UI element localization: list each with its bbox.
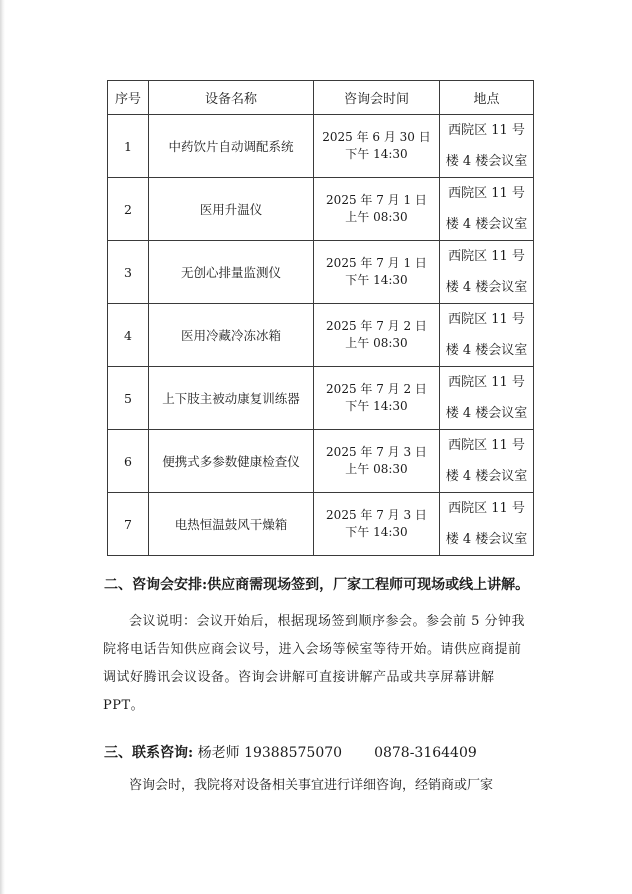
contact-phone: 0878-3164409 bbox=[374, 745, 477, 761]
row-date: 2025 年 7 月 3 日 bbox=[326, 445, 427, 459]
row-no: 2 bbox=[108, 178, 149, 241]
row-time bbox=[314, 493, 440, 556]
row-time bbox=[314, 241, 440, 304]
row-no: 4 bbox=[108, 304, 149, 367]
row-location-line2: 楼 4 楼会议室 bbox=[445, 469, 528, 484]
row-no: 7 bbox=[108, 493, 149, 556]
row-time bbox=[314, 430, 440, 493]
row-location-line2: 楼 4 楼会议室 bbox=[445, 532, 528, 547]
row-no: 1 bbox=[108, 115, 149, 178]
row-location-line1: 西院区 11 号 bbox=[448, 438, 525, 453]
row-location bbox=[440, 493, 534, 556]
section-3-contact bbox=[104, 742, 534, 762]
row-location bbox=[440, 367, 534, 430]
row-location bbox=[440, 304, 534, 367]
row-location-line2: 楼 4 楼会议室 bbox=[445, 154, 528, 169]
row-location-line1: 西院区 11 号 bbox=[448, 312, 525, 327]
row-date: 2025 年 7 月 2 日 bbox=[326, 382, 427, 396]
table-row bbox=[108, 430, 534, 493]
meeting-note-paragraph: 会议说明：会议开始后，根据现场签到顺序参会。参会前 5 分钟我院将电话告知供应商会议号，进入会场等候室等待开始。请供应商提前调试好腾讯会议设备。咨询会讲解可直接讲解产品或共享屏幕讲解 PPT。 bbox=[103, 614, 526, 713]
row-location-line2: 楼 4 楼会议室 bbox=[445, 343, 528, 358]
table-row bbox=[108, 178, 534, 241]
row-hour: 下午 14:30 bbox=[345, 273, 408, 287]
consultation-schedule-table bbox=[107, 80, 534, 556]
row-time bbox=[314, 178, 440, 241]
section-2-arrangement bbox=[104, 574, 534, 594]
table-row bbox=[108, 115, 534, 178]
contact-person: 杨老师 19388575070 bbox=[197, 745, 343, 761]
row-location-line2: 楼 4 楼会议室 bbox=[445, 280, 528, 295]
row-hour: 下午 14:30 bbox=[345, 399, 408, 413]
row-location-line1: 西院区 11 号 bbox=[448, 186, 525, 201]
table-row bbox=[108, 367, 534, 430]
table-row bbox=[108, 493, 534, 556]
row-location-line1: 西院区 11 号 bbox=[448, 249, 525, 264]
row-time bbox=[314, 304, 440, 367]
header-no: 序号 bbox=[108, 81, 149, 115]
page-edge-shadow bbox=[0, 0, 5, 894]
row-time bbox=[314, 367, 440, 430]
row-location bbox=[440, 430, 534, 493]
row-time bbox=[314, 115, 440, 178]
row-location bbox=[440, 115, 534, 178]
row-device-name: 无创心排量监测仪 bbox=[149, 241, 314, 304]
row-location bbox=[440, 241, 534, 304]
table-row bbox=[108, 304, 534, 367]
row-date: 2025 年 7 月 3 日 bbox=[326, 508, 427, 522]
row-device-name: 医用冷藏冷冻冰箱 bbox=[149, 304, 314, 367]
row-location-line1: 西院区 11 号 bbox=[448, 375, 525, 390]
row-device-name: 电热恒温鼓风干燥箱 bbox=[149, 493, 314, 556]
row-location-line1: 西院区 11 号 bbox=[448, 501, 525, 516]
row-location bbox=[440, 178, 534, 241]
row-device-name: 便携式多参数健康检查仪 bbox=[149, 430, 314, 493]
section-3-heading: 三、联系咨询: bbox=[104, 745, 194, 761]
row-date: 2025 年 7 月 1 日 bbox=[326, 193, 427, 207]
table-row bbox=[108, 241, 534, 304]
row-hour: 下午 14:30 bbox=[345, 147, 408, 161]
row-device-name: 中药饮片自动调配系统 bbox=[149, 115, 314, 178]
row-device-name: 上下肢主被动康复训练器 bbox=[149, 367, 314, 430]
row-no: 3 bbox=[108, 241, 149, 304]
row-hour: 下午 14:30 bbox=[345, 525, 408, 539]
row-device-name: 医用升温仪 bbox=[149, 178, 314, 241]
table-header-row bbox=[108, 81, 534, 115]
closing-paragraph: 咨询会时，我院将对设备相关事宜进行详细咨询，经销商或厂家 bbox=[129, 778, 494, 793]
row-hour: 上午 08:30 bbox=[345, 336, 408, 350]
row-no: 5 bbox=[108, 367, 149, 430]
row-location-line2: 楼 4 楼会议室 bbox=[445, 406, 528, 421]
row-date: 2025 年 6 月 30 日 bbox=[322, 130, 431, 144]
row-hour: 上午 08:30 bbox=[345, 210, 408, 224]
row-no: 6 bbox=[108, 430, 149, 493]
row-location-line1: 西院区 11 号 bbox=[448, 123, 525, 138]
row-location-line2: 楼 4 楼会议室 bbox=[445, 217, 528, 232]
header-device-name: 设备名称 bbox=[149, 81, 314, 115]
header-time: 咨询会时间 bbox=[314, 81, 440, 115]
header-location: 地点 bbox=[440, 81, 534, 115]
section-2-text: 供应商需现场签到，厂家工程师可现场或线上讲解。 bbox=[207, 577, 530, 593]
row-date: 2025 年 7 月 1 日 bbox=[326, 256, 427, 270]
row-hour: 上午 08:30 bbox=[345, 462, 408, 476]
row-date: 2025 年 7 月 2 日 bbox=[326, 319, 427, 333]
section-2-heading: 二、咨询会安排: bbox=[104, 577, 208, 593]
